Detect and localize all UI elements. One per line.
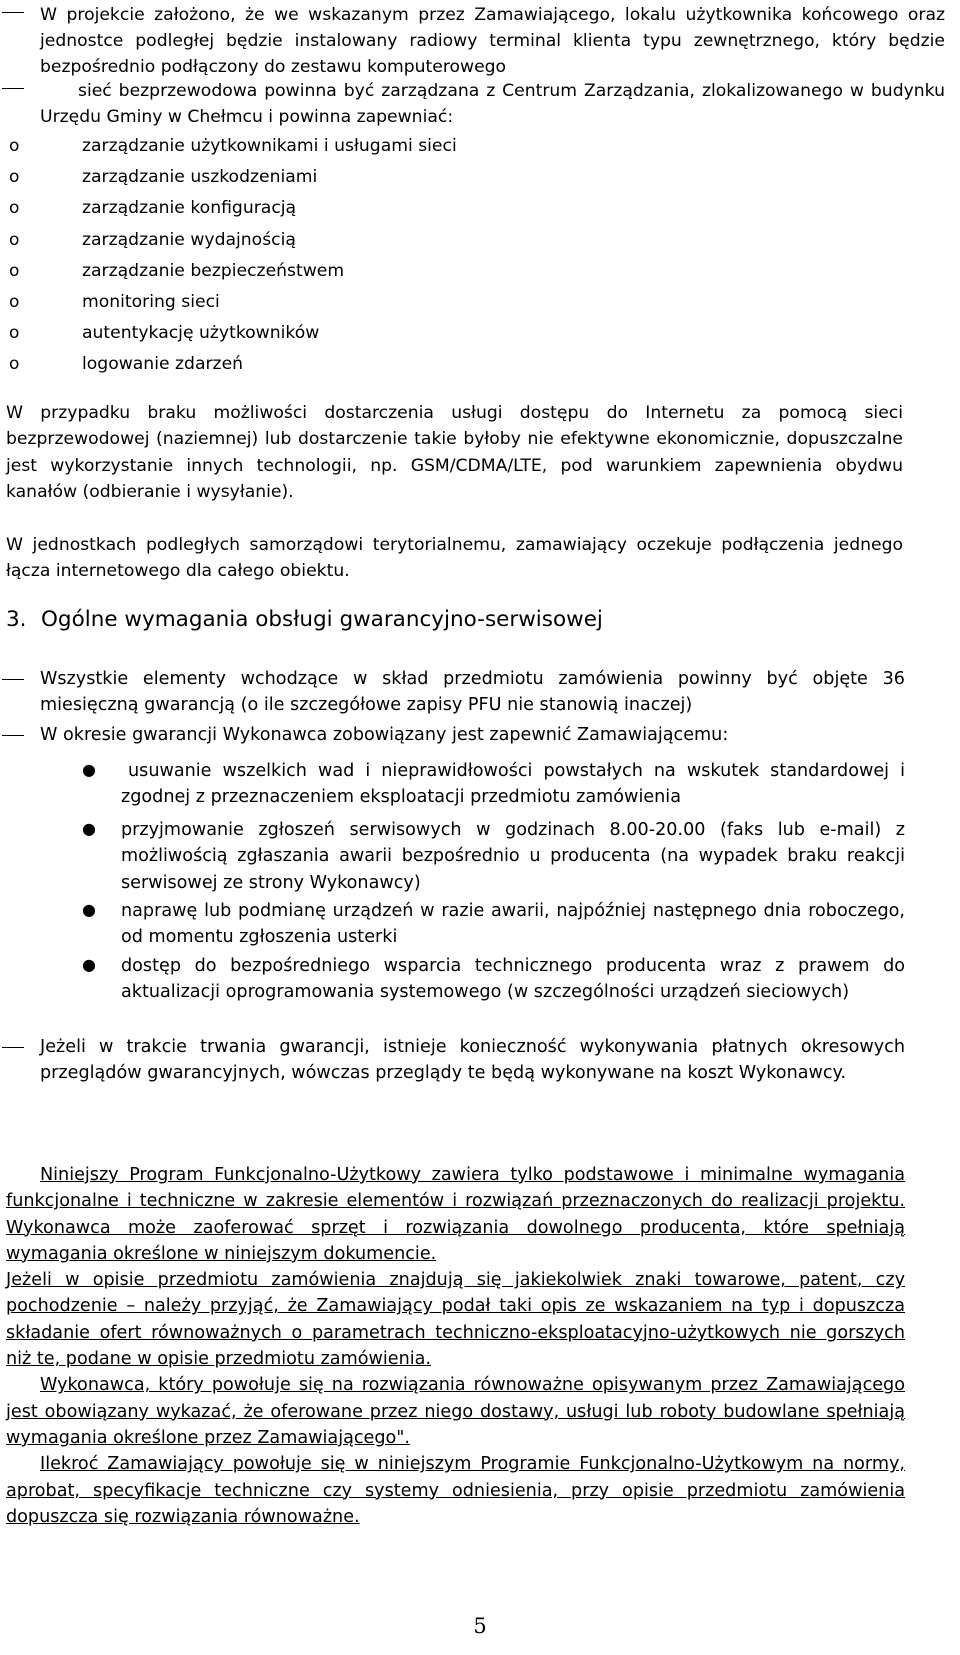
bullet-text: przyjmowanie zgłoszeń serwisowych w godzinach 8.00-20.00 (faks lub e-mail) z możliwością zgłaszania awarii bezpośrednio u producenta (na wypadek braku reakcji serwisowej ze strony Wykonawcy) <box>121 820 905 893</box>
list-item-text: zarządzanie uszkodzeniami <box>82 167 318 188</box>
list-marker: o <box>9 354 20 375</box>
internet-paragraph: W przypadku braku możliwości dostarczenia usługi dostępu do Internetu za pomocą sieci bezprzewodowej (naziemnej) lub dostarczenie takie byłoby nie efektywne ekonomicznie, dopuszczalne jest wykorzystanie innych technologii, np. GSM/CDMA/LTE, pod warunkiem zapewnienia obydwu kanałów (odbieranie i wysyłanie). <box>6 403 903 502</box>
list-marker: o <box>9 167 20 188</box>
section-title: Ogólne wymagania obsługi gwarancyjno-serwisowej <box>41 607 603 632</box>
bullet-marker: ● <box>82 955 96 974</box>
list-item-text: zarządzanie konfiguracją <box>82 198 297 219</box>
list-marker: o <box>9 229 20 250</box>
intro-dash-text: W projekcie założono, że we wskazanym przez Zamawiającego, lokalu użytkownika końcowego oraz jednostce podległej będzie instalowany radiowy terminal klienta typu zewnętrznego, który będzie bezpośrednio podłączony do zestawu komputerowego <box>40 5 945 77</box>
bullet-text: usuwanie wszelkich wad i nieprawidłowości powstałych na wskutek standardowej i zgodnej z przeznaczeniem eksploatacji przedmiotu zamówienia <box>121 761 905 808</box>
list-item-text: zarządzanie wydajnością <box>82 229 296 250</box>
warranty-dash-text: Wszystkie elementy wchodzące w skład przedmiotu zamówienia powinny być objęte 36 miesięczną gwarancją (o ile szczegółowe zapisy PFU nie stanowią inaczej) <box>40 669 905 716</box>
bullet-text: dostęp do bezpośredniego wsparcia technicznego producenta wraz z prawem do aktualizacji oprogramowania systemowego (w szczególności urządzeń sieciowych) <box>121 956 905 1003</box>
bullet-marker: ● <box>82 900 96 919</box>
list-marker: o <box>9 260 20 281</box>
list-item-text: autentykację użytkowników <box>82 323 320 344</box>
list-marker: o <box>9 136 20 156</box>
list-item-text: zarządzanie bezpieczeństwem <box>82 260 345 281</box>
list-item-text: logowanie zdarzeń <box>82 354 244 375</box>
closing-paragraph: Jeżeli w opisie przedmiotu zamówienia znajdują się jakiekolwiek znaki towarowe, patent, czy pochodzenie – należy przyjąć, że Zamawiający podał taki opis ze wskazaniem na typ i dopuszcza składanie ofert równoważnych o parametrach techniczno-eksploatacyjno-użytkowych nie gorszych niż te, podane w opisie przedmiotu zamówienia. <box>6 1270 905 1370</box>
list-marker: o <box>9 291 20 312</box>
warranty-dash-text: Jeżeli w trakcie trwania gwarancji, istnieje konieczność wykonywania płatnych okresowych przeglądów gwarancyjnych, wówczas przeglądy te będą wykonywane na koszt Wykonawcy. <box>40 1037 905 1084</box>
closing-paragraph: Niniejszy Program Funkcjonalno-Użytkowy zawiera tylko podstawowe i minimalne wymagania funkcjonalne i techniczne w zakresie elementów i rozwiązań przeznaczonych do realizacji projektu. Wykonawca może zaoferować sprzęt i rozwiązania dowolnego producenta, które spełniają wymagania określone w niniejszym dokumencie. <box>6 1165 905 1264</box>
section-heading <box>6 605 603 635</box>
bullet-text: naprawę lub podmianę urządzeń w razie awarii, najpóźniej następnego dnia roboczego, od momentu zgłoszenia usterki <box>121 901 905 948</box>
intro-dash-text: sieć bezprzewodowa powinna być zarządzana z Centrum Zarządzania, zlokalizowanego w budynku Urzędu Gminy w Chełmcu i powinna zapewniać: <box>40 81 945 127</box>
dash-marker <box>2 1047 24 1048</box>
closing-section <box>6 1162 905 1530</box>
list-item-text: monitoring sieci <box>82 291 220 312</box>
bullet-marker: ● <box>82 760 96 779</box>
closing-paragraph: Wykonawca, który powołuje się na rozwiązania równoważne opisywanym przez Zamawiającego jest obowiązany wykazać, że oferowane przez niego dostawy, usługi lub roboty budowlane spełniają wymagania określone przez Zamawiającego". <box>6 1375 905 1448</box>
dash-marker <box>2 88 24 89</box>
dash-marker <box>2 735 24 736</box>
bullet-marker: ● <box>82 819 96 838</box>
section-number: 3. <box>6 607 27 632</box>
warranty-dash-text: W okresie gwarancji Wykonawca zobowiązany jest zapewnić Zamawiającemu: <box>40 725 729 745</box>
dash-marker <box>2 12 24 13</box>
list-item-text: zarządzanie użytkownikami i usługami sieci <box>82 136 457 156</box>
page-number: 5 <box>473 1614 487 1638</box>
dash-marker <box>2 679 24 680</box>
list-marker: o <box>9 323 20 344</box>
list-marker: o <box>9 198 20 219</box>
closing-paragraph: Ilekroć Zamawiający powołuje się w niniejszym Programie Funkcjonalno-Użytkowym na normy, aprobat, specyfikacje techniczne czy systemy odniesienia, przy opisie przedmiotu zamówienia dopuszcza się rozwiązania równoważne. <box>6 1454 905 1527</box>
units-paragraph: W jednostkach podległych samorządowi terytorialnemu, zamawiający oczekuje podłączenia jednego łącza internetowego dla całego obiektu. <box>6 535 903 582</box>
